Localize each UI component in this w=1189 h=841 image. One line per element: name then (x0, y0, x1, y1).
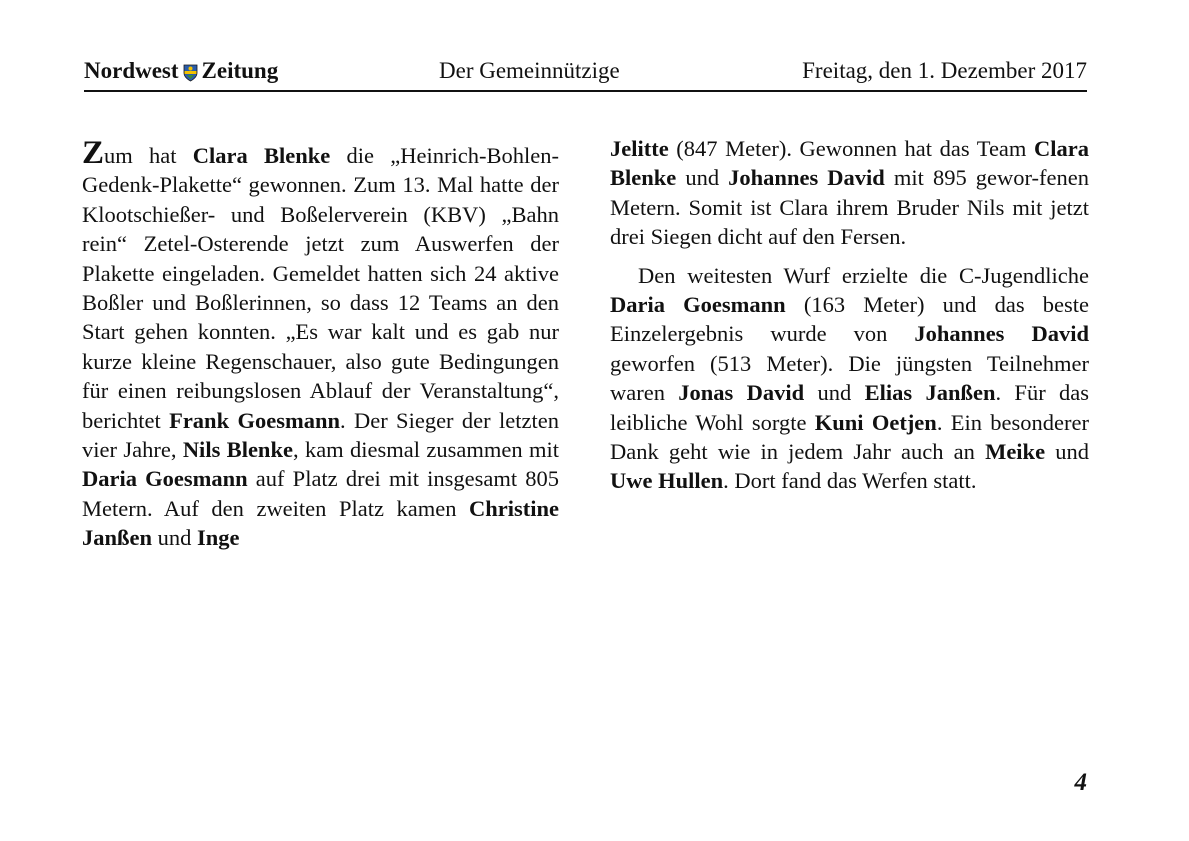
text-run: geworfen (513 Meter). Die jüngsten Teilnehmer waren (610, 350, 1089, 406)
text-run: (847 Meter). Gewonnen hat das Team (668, 136, 1034, 161)
person-name: Christine Janßen (82, 495, 559, 551)
person-name: Meike (985, 439, 1046, 465)
person-name: Jelitte (610, 136, 669, 161)
text-run: um hat (104, 143, 193, 168)
coat-of-arms-icon (183, 62, 198, 80)
article-column-right (610, 134, 1089, 496)
person-name: Nils Blenke (182, 437, 293, 463)
issue-title: Der Gemeinnützige (439, 58, 620, 83)
person-name: Jonas David (678, 380, 805, 406)
newspaper-masthead (84, 58, 278, 84)
text-run: und (1045, 439, 1089, 465)
page-number: 4 (1074, 769, 1087, 796)
text-run: und (676, 165, 729, 191)
person-name: Daria Goesmann (610, 292, 786, 318)
person-name: Clara Blenke (610, 136, 1089, 191)
person-name: Johannes David (728, 165, 885, 191)
person-name: Inge (197, 525, 240, 551)
person-name: Frank Goesmann (169, 407, 340, 433)
text-run: und (152, 525, 198, 551)
text-run: . Dort fand das Werfen statt. (723, 468, 977, 494)
drop-cap: Z (82, 135, 105, 171)
article-paragraph (610, 261, 1089, 496)
text-run: auf Platz drei mit insgesamt 805 Metern. Auf den zweiten Platz kamen (82, 466, 559, 521)
issue-date: Freitag, den 1. Dezember 2017 (802, 58, 1087, 83)
masthead-nordwest: Nordwest (84, 58, 179, 83)
article-paragraph (82, 135, 559, 553)
article-paragraph (610, 134, 1089, 252)
text-run: , kam diesmal zusammen mit (292, 437, 559, 463)
person-name: Kuni Oetjen (814, 409, 937, 435)
text-run: und (804, 380, 865, 406)
text-run: . Der Sieger der letzten vier Jahre, (82, 407, 559, 463)
person-name: Clara Blenke (192, 143, 331, 168)
person-name: Johannes David (914, 321, 1089, 347)
text-run: mit 895 gewor-fenen Metern. Somit ist Clara ihrem Bruder Nils mit jetzt drei Siegen dicht auf den Fersen. (610, 165, 1090, 250)
text-run: Den weitesten Wurf erzielte die C-Jugendliche (638, 262, 1089, 288)
person-name: Daria Goesmann (82, 466, 248, 492)
text-run: . Für das leibliche Wohl sorgte (610, 380, 1090, 435)
text-run: die „Heinrich-Bohlen-Gedenk-Plakette“ gewonnen. Zum 13. Mal hatte der Klootschießer- und Boßelerverein (KBV) „Bahn rein“ Zetel-Osterende jetzt zum Auswerfen der Plakette eingeladen. Gemeldet hatten sich 24 aktive Boßler und Boßlerinnen, so dass 12 Teams an den Start gehen konnten. „Es war kalt und es gab nur kurze kleine Regenschauer, also gute Bedingungen für einen reibungslosen Ablauf der Veranstaltung“, berichtet (82, 143, 559, 433)
text-run: . Ein besonderer Dank geht wie in jedem Jahr auch an (610, 409, 1089, 465)
person-name: Uwe Hullen (610, 468, 724, 494)
page-header (84, 58, 1087, 92)
text-run: (163 Meter) und das beste Einzelergebnis wurde von (610, 292, 1090, 347)
person-name: Elias Janßen (864, 380, 996, 406)
article-column-left (82, 135, 559, 553)
masthead-zeitung: Zeitung (201, 58, 279, 83)
